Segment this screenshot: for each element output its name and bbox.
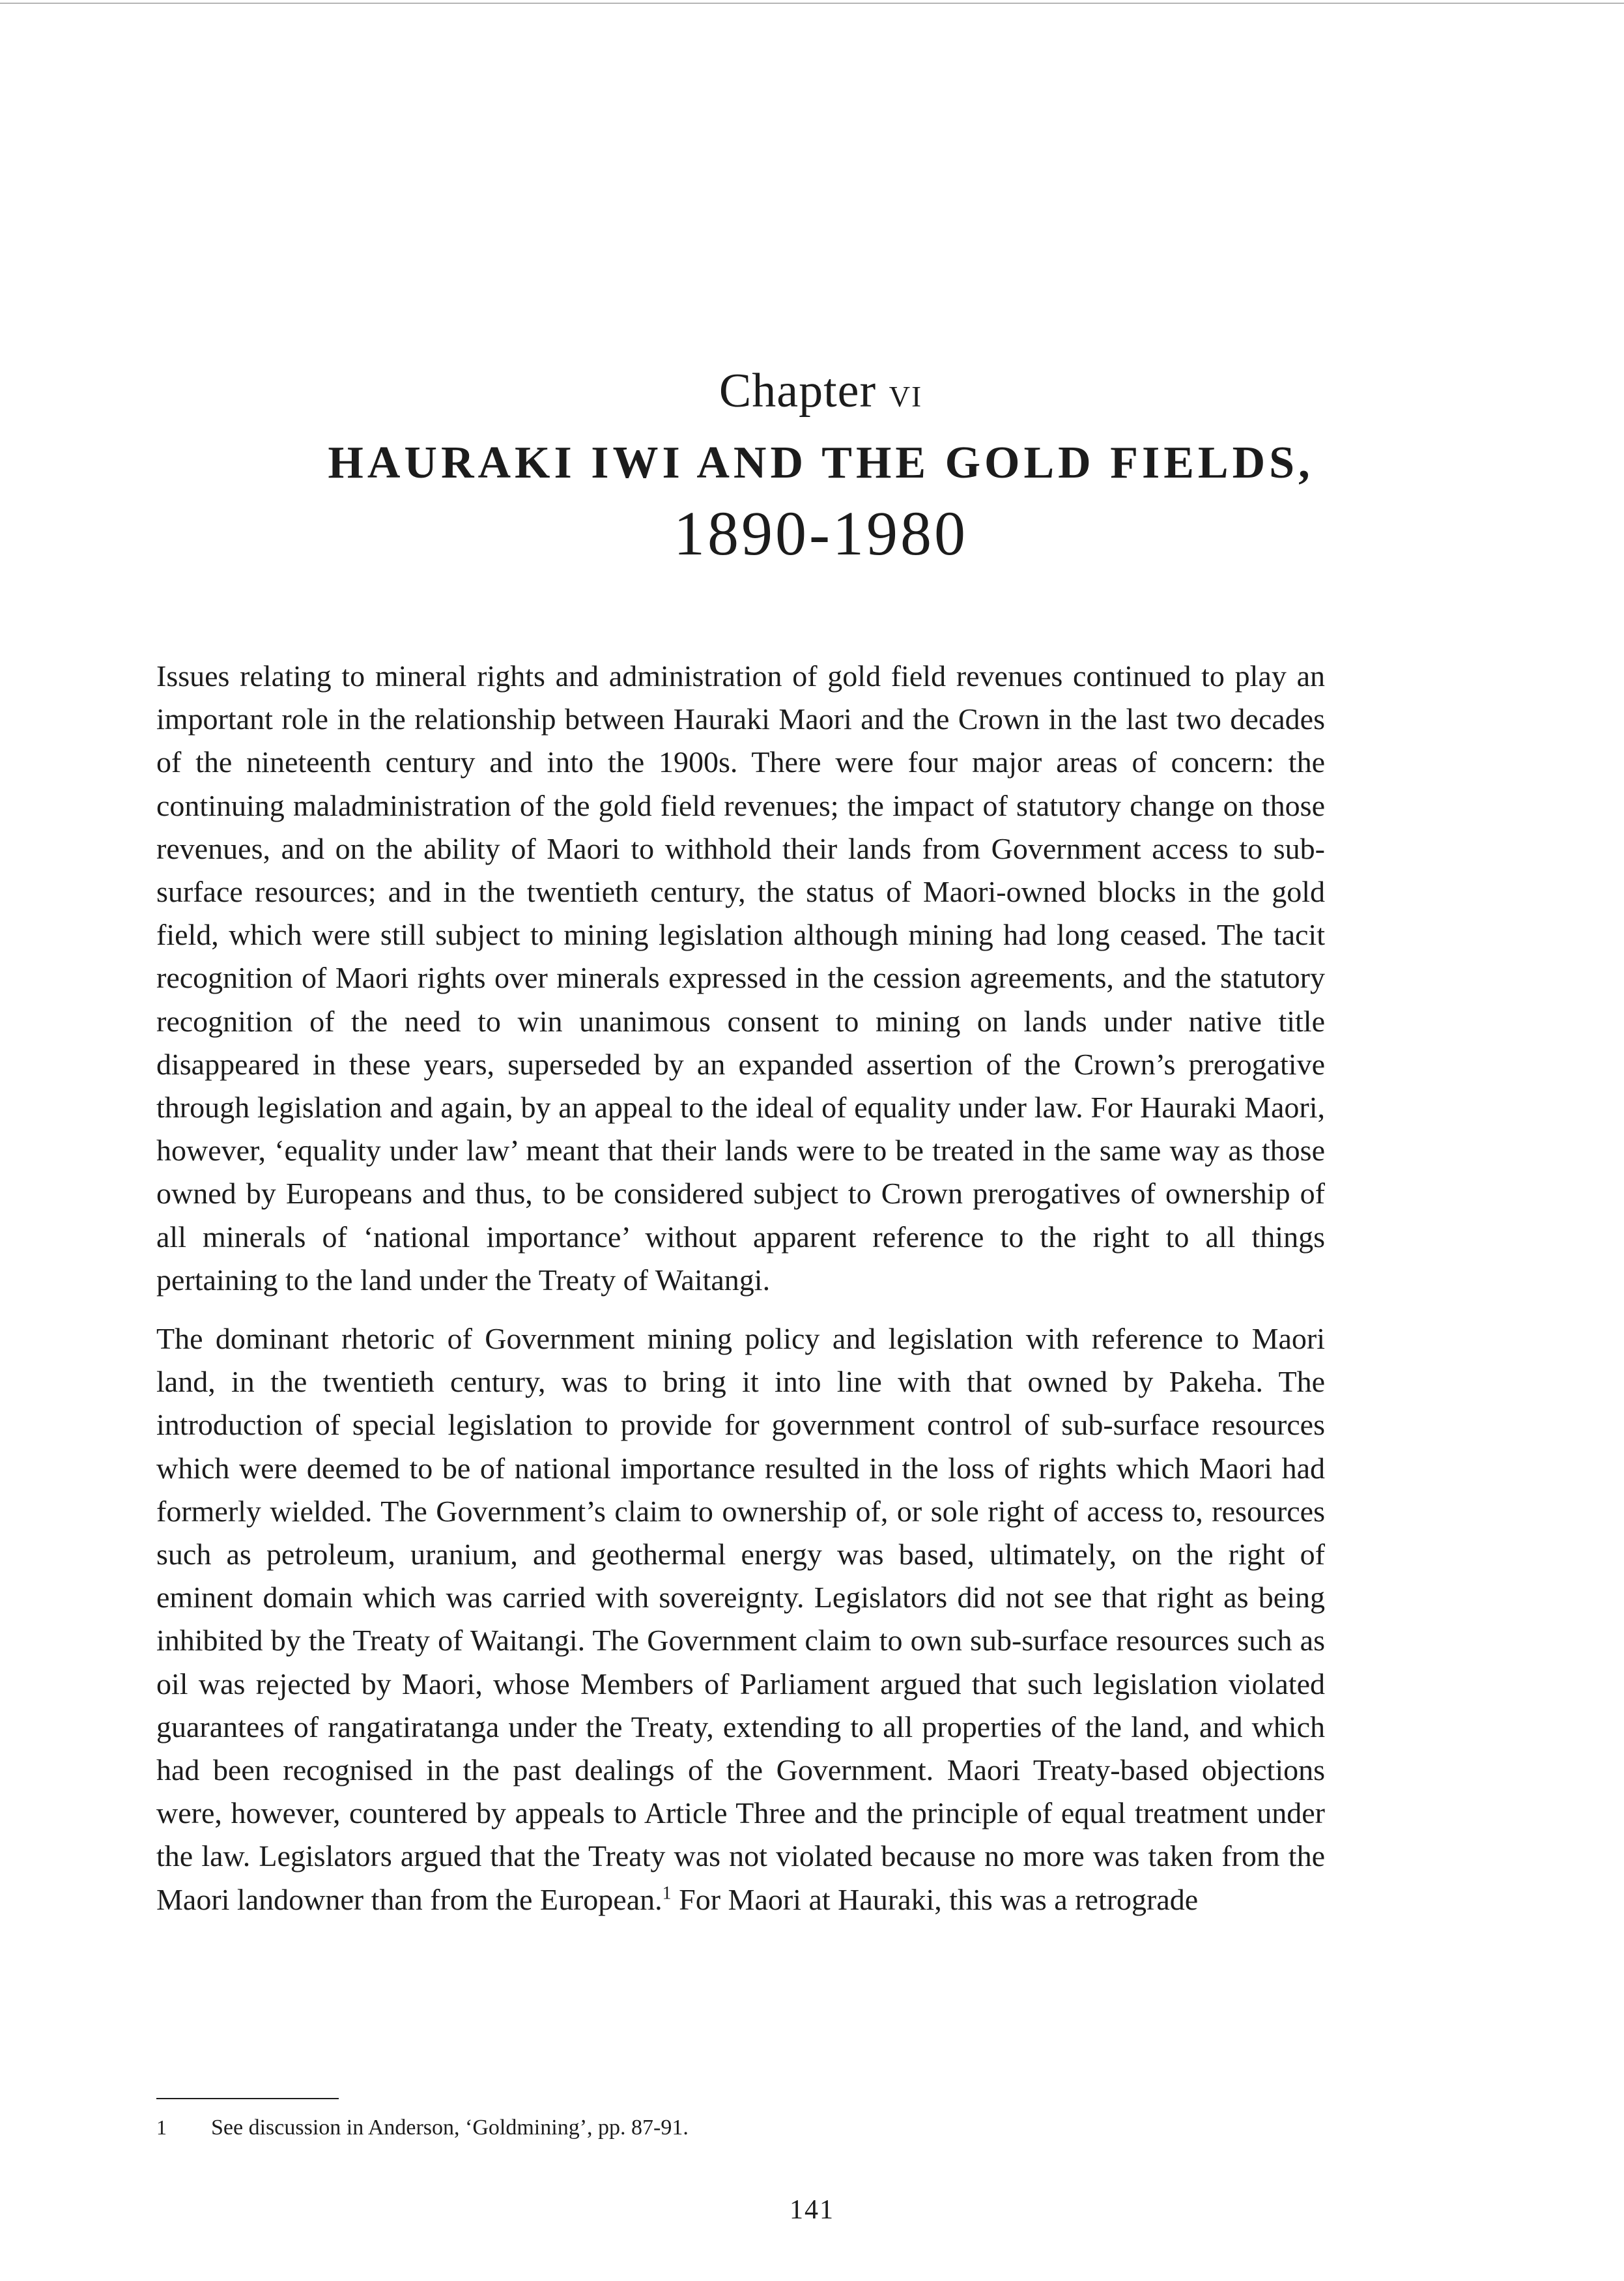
page-number: 141 bbox=[790, 2195, 834, 2225]
page-top-edge bbox=[0, 3, 1624, 4]
chapter-title: HAURAKI IWI AND THE GOLD FIELDS, bbox=[328, 438, 1314, 488]
chapter-label bbox=[156, 358, 1485, 425]
body-text bbox=[156, 655, 1325, 1937]
footnote-number: 1 bbox=[156, 2116, 167, 2139]
paragraph-2 bbox=[156, 1317, 1325, 1921]
chapter-numeral: vi bbox=[889, 369, 923, 416]
paragraph-1-text: Issues relating to mineral rights and administration of gold field revenues continued to play an important role in the relationship between Hauraki Maori and the Crown in the last two decades of the nineteenth century and into the 1900s. There were four major areas of concern: the continuing maladministration of the gold field revenues; the impact of statutory change on those revenues, and on the ability of Maori to withhold their lands from Government access to sub-surface resources; and in the twentieth century, the status of Maori-owned blocks in the gold field, which were still subject to mining legislation although mining had long ceased. The tacit recognition of Maori rights over minerals expressed in the cession agreements, and the statutory recognition of the need to win unanimous consent to mining on lands under native title disappeared in these years, superseded by an expanded assertion of the Crown’s prerogative through legislation and again, by an appeal to the ideal of equality under law. For Hauraki Maori, however, ‘equality under law’ meant that their lands were to be treated in the same way as those owned by Europeans and thus, to be considered subject to Crown prerogatives of ownership of all minerals of ‘national importance’ without apparent reference to the right to all things pertaining to the land under the Treaty of Waitangi. bbox=[156, 659, 1325, 1297]
chapter-word: Chapter bbox=[719, 364, 877, 418]
paragraph-2-text: The dominant rhetoric of Government mining policy and legislation with reference to Maori land, in the twentieth century, was to bring it into line with that owned by Pakeha. The introduction of special legislation to provide for government control of sub-surface resources which were deemed to be of national importance resulted in the loss of rights which Maori had formerly wielded. The Government’s claim to ownership of, or sole right of access to, resources such as petroleum, uranium, and geothermal energy was based, ultimately, on the right of eminent domain which was carried with sovereignty. Legislators did not see that right as being inhibited by the Treaty of Waitangi. The Government claim to own sub-surface resources such as oil was rejected by Maori, whose Members of Parliament argued that such legislation violated guarantees of rangatiratanga under the Treaty, extending to all properties of the land, and which had been recognised in the past dealings of the Government. Maori Treaty-based objections were, however, countered by appeals to Article Three and the principle of equal treatment under the law. Legislators argued that the Treaty was not violated because no more was taken from the Maori landowner than from the European. bbox=[156, 1322, 1325, 1916]
chapter-years: 1890-1980 bbox=[674, 498, 968, 568]
chapter-heading bbox=[156, 358, 1485, 569]
footnote-text: See discussion in Anderson, ‘Goldmining’, pp. 87-91. bbox=[211, 2116, 689, 2140]
footnote-divider bbox=[156, 2098, 339, 2099]
footnote-1 bbox=[156, 2111, 1325, 2144]
footnote-reference-1[interactable]: 1 bbox=[662, 1883, 672, 1904]
paragraph-2-text-continued: For Maori at Hauraki, this was a retrograde bbox=[671, 1882, 1199, 1916]
paragraph-1 bbox=[156, 655, 1325, 1302]
